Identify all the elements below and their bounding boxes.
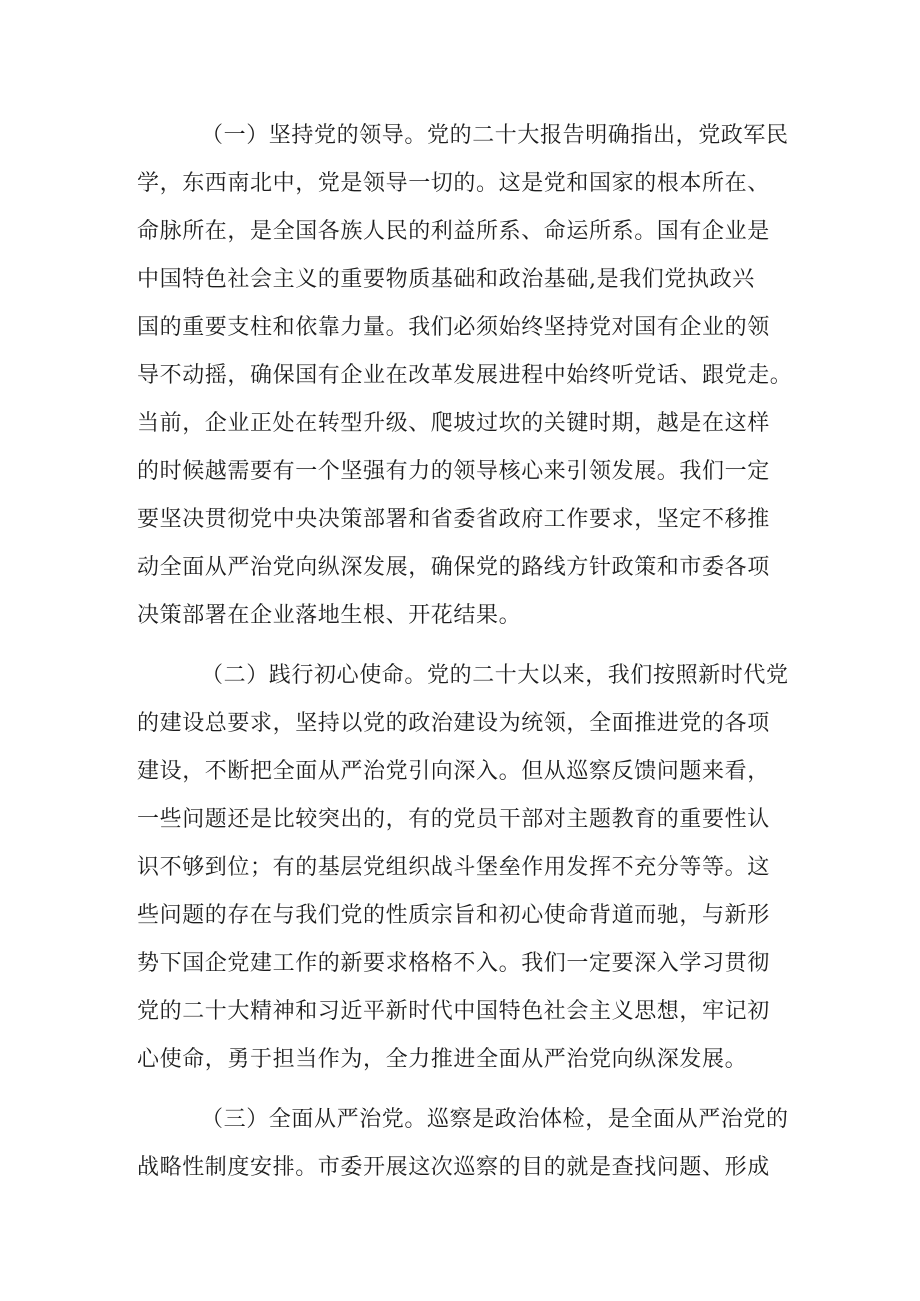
paragraph-line: 的建设总要求，坚持以党的政治建设为统领，全面推进党的各项 — [137, 711, 770, 736]
paragraph-line: 国的重要支柱和依靠力量。我们必须始终坚持党对国有企业的领 — [137, 315, 770, 340]
paragraph-line: 些问题的存在与我们党的性质宗旨和初心使命背道而驰，与新形 — [137, 903, 770, 928]
paragraph-line: 势下国企党建工作的新要求格格不入。我们一定要深入学习贯彻 — [137, 951, 770, 976]
paragraph-line: 党的二十大精神和习近平新时代中国特色社会主义思想，牢记初 — [137, 999, 770, 1024]
paragraph-line: 战略性制度安排。市委开展这次巡察的目的就是查找问题、形成 — [137, 1155, 770, 1180]
paragraph-line: 决策部署在企业落地生根、开花结果。 — [137, 603, 522, 628]
paragraph-line: 学，东西南北中，党是领导一切的。这是党和国家的根本所在、 — [137, 171, 770, 196]
paragraph-line: 动全面从严治党向纵深发展，确保党的路线方针政策和市委各项 — [137, 555, 770, 580]
paragraph-line: （二）践行初心使命。党的二十大以来，我们按照新时代党 — [201, 663, 789, 688]
paragraph-2 — [137, 652, 797, 1084]
paragraph-line: 当前，企业正处在转型升级、爬坡过坎的关键时期，越是在这样 — [137, 411, 770, 436]
paragraph-1 — [137, 112, 797, 640]
paragraph-line: 中国特色社会主义的重要物质基础和政治基础,是我们党执政兴 — [137, 267, 755, 292]
paragraph-line: 导不动摇，确保国有企业在改革发展进程中始终听党话、跟党走。 — [137, 363, 793, 388]
paragraph-line: 要坚决贯彻党中央决策部署和省委省政府工作要求，坚定不移推 — [137, 507, 770, 532]
paragraph-line: （一）坚持党的领导。党的二十大报告明确指出，党政军民 — [201, 123, 789, 148]
paragraph-line: 心使命，勇于担当作为，全力推进全面从严治党向纵深发展。 — [137, 1047, 748, 1072]
paragraph-line: 建设，不断把全面从严治党引向深入。但从巡察反馈问题来看， — [137, 759, 770, 784]
paragraph-line: 识不够到位；有的基层党组织战斗堡垒作用发挥不充分等等。这 — [137, 855, 770, 880]
paragraph-3 — [137, 1096, 797, 1192]
paragraph-line: 的时候越需要有一个坚强有力的领导核心来引领发展。我们一定 — [137, 459, 770, 484]
paragraph-line: 一些问题还是比较突出的，有的党员干部对主题教育的重要性认 — [137, 807, 770, 832]
paragraph-line: 命脉所在，是全国各族人民的利益所系、命运所系。国有企业是 — [137, 219, 770, 244]
paragraph-line: （三）全面从严治党。巡察是政治体检，是全面从严治党的 — [201, 1107, 789, 1132]
